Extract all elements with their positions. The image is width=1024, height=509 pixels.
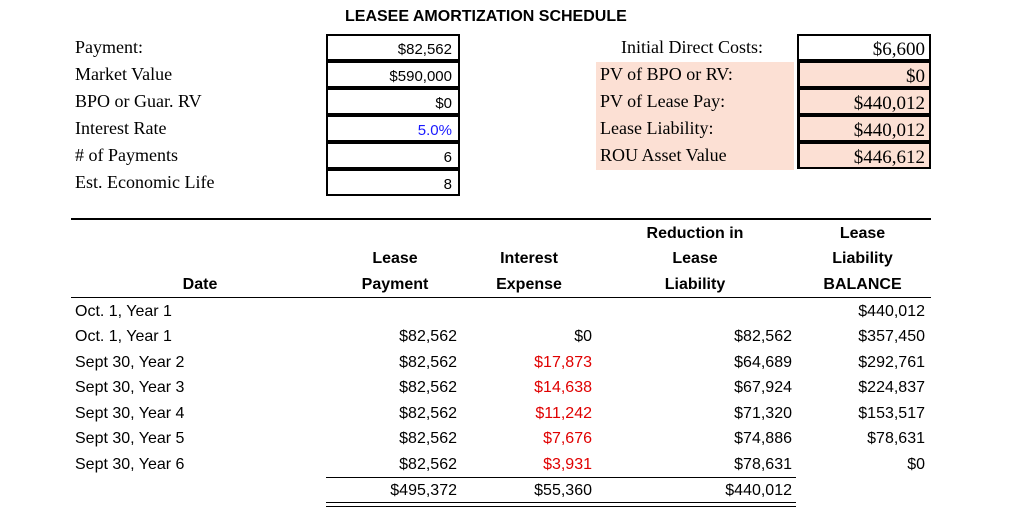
total-interest: $55,360: [534, 482, 592, 499]
row-date: Sept 30, Year 2: [75, 354, 185, 371]
row-balance: $292,761: [858, 354, 925, 371]
page-title: LEASEE AMORTIZATION SCHEDULE: [345, 8, 627, 25]
total-reduction: $440,012: [725, 482, 792, 499]
payment-header-1: Lease: [372, 250, 418, 267]
row-reduction: $67,924: [734, 379, 792, 396]
reduction-header-2: Lease: [672, 250, 718, 267]
row-payment: $82,562: [399, 379, 457, 396]
market-value-label: Market Value: [75, 64, 173, 84]
economic-life-label: Est. Economic Life: [75, 172, 215, 192]
payment-input[interactable]: $82,562: [326, 34, 460, 61]
pv-lease-pay-value: $440,012: [797, 88, 931, 115]
row-balance: $224,837: [858, 379, 925, 396]
row-interest: $0: [574, 328, 592, 345]
row-interest: $14,638: [534, 379, 592, 396]
row-balance: $0: [907, 456, 925, 473]
row-interest: $11,242: [535, 405, 592, 422]
row-balance: $78,631: [867, 430, 925, 447]
lease-liability-value: $440,012: [797, 115, 931, 142]
row-balance: $153,517: [858, 405, 925, 422]
reduction-header-3: Liability: [664, 276, 726, 293]
row-payment: $82,562: [399, 328, 457, 345]
num-payments-label: # of Payments: [75, 145, 178, 165]
pv-bpo-value: $0: [797, 61, 931, 88]
pv-lease-pay-label: PV of Lease Pay:: [600, 91, 726, 111]
row-reduction: $64,689: [734, 354, 792, 371]
total-payment: $495,372: [390, 482, 457, 499]
interest-rate-label: Interest Rate: [75, 118, 167, 138]
row-interest: $7,676: [543, 430, 592, 447]
row-reduction: $82,562: [734, 328, 792, 345]
interest-rate-input[interactable]: 5.0%: [326, 115, 460, 142]
balance-header-3: BALANCE: [823, 276, 902, 293]
row-date: Sept 30, Year 4: [75, 405, 185, 422]
row-payment: $82,562: [399, 354, 457, 371]
row-date: Oct. 1, Year 1: [75, 328, 172, 345]
rou-asset-label: ROU Asset Value: [600, 145, 727, 165]
economic-life-input[interactable]: 8: [326, 169, 460, 196]
num-payments-input[interactable]: 6: [326, 142, 460, 169]
row-reduction: $71,320: [734, 405, 792, 422]
row-date: Sept 30, Year 5: [75, 430, 185, 447]
row-reduction: $78,631: [734, 456, 792, 473]
date-header: Date: [182, 276, 218, 293]
row-interest: $17,873: [534, 354, 592, 371]
section-divider: [71, 218, 931, 220]
row-date: Oct. 1, Year 1: [75, 303, 172, 320]
row-balance: $440,012: [858, 303, 925, 320]
payment-header-2: Payment: [361, 276, 429, 293]
lease-liability-label: Lease Liability:: [600, 118, 714, 138]
pv-bpo-label: PV of BPO or RV:: [600, 64, 733, 84]
reduction-header-1: Reduction in: [646, 225, 744, 242]
bpo-label: BPO or Guar. RV: [75, 91, 202, 111]
rou-asset-value: $446,612: [797, 142, 931, 169]
balance-header-2: Liability: [832, 250, 893, 267]
balance-header-1: Lease: [839, 225, 886, 242]
payment-label: Payment:: [75, 37, 143, 57]
row-reduction: $74,886: [734, 430, 792, 447]
row-date: Sept 30, Year 3: [75, 379, 185, 396]
row-payment: $82,562: [399, 456, 457, 473]
row-date: Sept 30, Year 6: [75, 456, 185, 473]
idc-input[interactable]: $6,600: [797, 34, 931, 61]
market-value-input[interactable]: $590,000: [326, 61, 460, 88]
interest-header-1: Interest: [500, 250, 558, 267]
header-underline: [71, 297, 931, 298]
row-payment: $82,562: [399, 430, 457, 447]
row-payment: $82,562: [399, 405, 457, 422]
interest-header-2: Expense: [496, 276, 562, 293]
idc-label: Initial Direct Costs:: [621, 37, 763, 57]
total-double-underline: [326, 502, 796, 507]
row-interest: $3,931: [543, 456, 592, 473]
bpo-input[interactable]: $0: [326, 88, 460, 115]
row-balance: $357,450: [858, 328, 925, 345]
